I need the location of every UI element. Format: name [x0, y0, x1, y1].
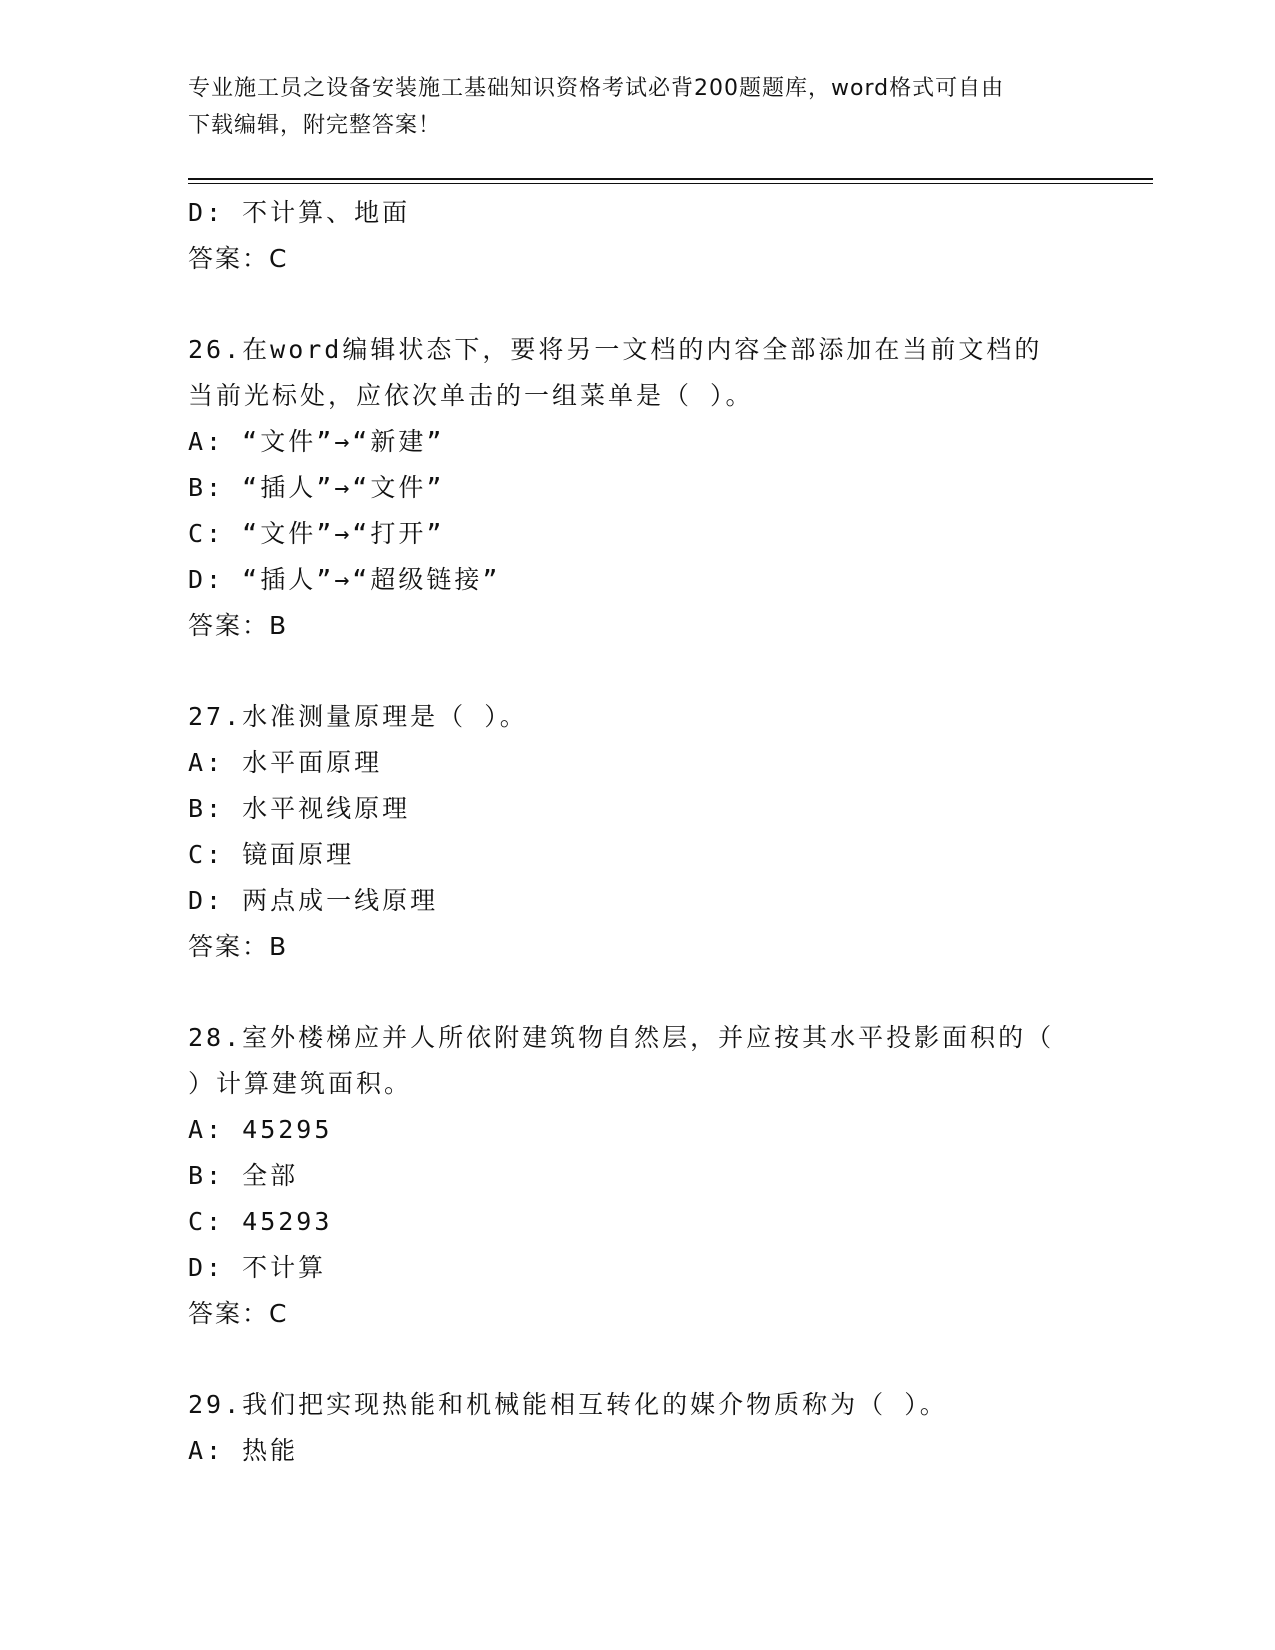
header-divider-thin: [188, 183, 1153, 184]
question-28: [188, 1015, 1088, 1337]
question-list: [188, 190, 1088, 1474]
option-a: A: “文件”→“新建”: [188, 427, 445, 456]
header-divider-thick: [188, 178, 1153, 180]
option-b: B: 水平视线原理: [188, 794, 411, 823]
answer-line: 答案：B: [188, 611, 289, 640]
header-title-line-2: 下载编辑，附完整答案！: [188, 113, 442, 138]
answer-line: 答案：C: [188, 244, 289, 273]
question-stem-line-1: 26.在word编辑状态下，要将另一文档的内容全部添加在当前文档的: [188, 335, 1043, 364]
option-d: D: “插人”→“超级链接”: [188, 565, 501, 594]
question-27: [188, 694, 1088, 970]
option-d: D: 两点成一线原理: [188, 886, 439, 915]
question-stem-line-1: 28.室外楼梯应并人所依附建筑物自然层，并应按其水平投影面积的（: [188, 1023, 1055, 1052]
option-a: A: 45295: [188, 1115, 333, 1144]
option-c: C: 镜面原理: [188, 840, 355, 869]
option-b: B: 全部: [188, 1161, 299, 1190]
header-title-line-1: 专业施工员之设备安装施工基础知识资格考试必背200题题库，word格式可自由: [188, 76, 1005, 101]
question-stem-line-2: 当前光标处，应依次单击的一组菜单是（ ）。: [188, 381, 754, 410]
question-26: [188, 327, 1088, 649]
question-stem: 27.水准测量原理是（ ）。: [188, 702, 528, 731]
option-d: D: 不计算、地面: [188, 198, 411, 227]
question-25: [188, 190, 1088, 282]
document-header: [188, 70, 1068, 144]
option-b: B: “插人”→“文件”: [188, 473, 445, 502]
option-a: A: 热能: [188, 1436, 299, 1465]
answer-line: 答案：C: [188, 1299, 289, 1328]
question-stem-line-2: ）计算建筑面积。: [188, 1069, 413, 1098]
question-stem: 29.我们把实现热能和机械能相互转化的媒介物质称为（ ）。: [188, 1390, 948, 1419]
option-c: C: “文件”→“打开”: [188, 519, 445, 548]
option-a: A: 水平面原理: [188, 748, 383, 777]
answer-line: 答案：B: [188, 932, 289, 961]
option-d: D: 不计算: [188, 1253, 327, 1282]
option-c: C: 45293: [188, 1207, 333, 1236]
question-29: [188, 1382, 1088, 1474]
